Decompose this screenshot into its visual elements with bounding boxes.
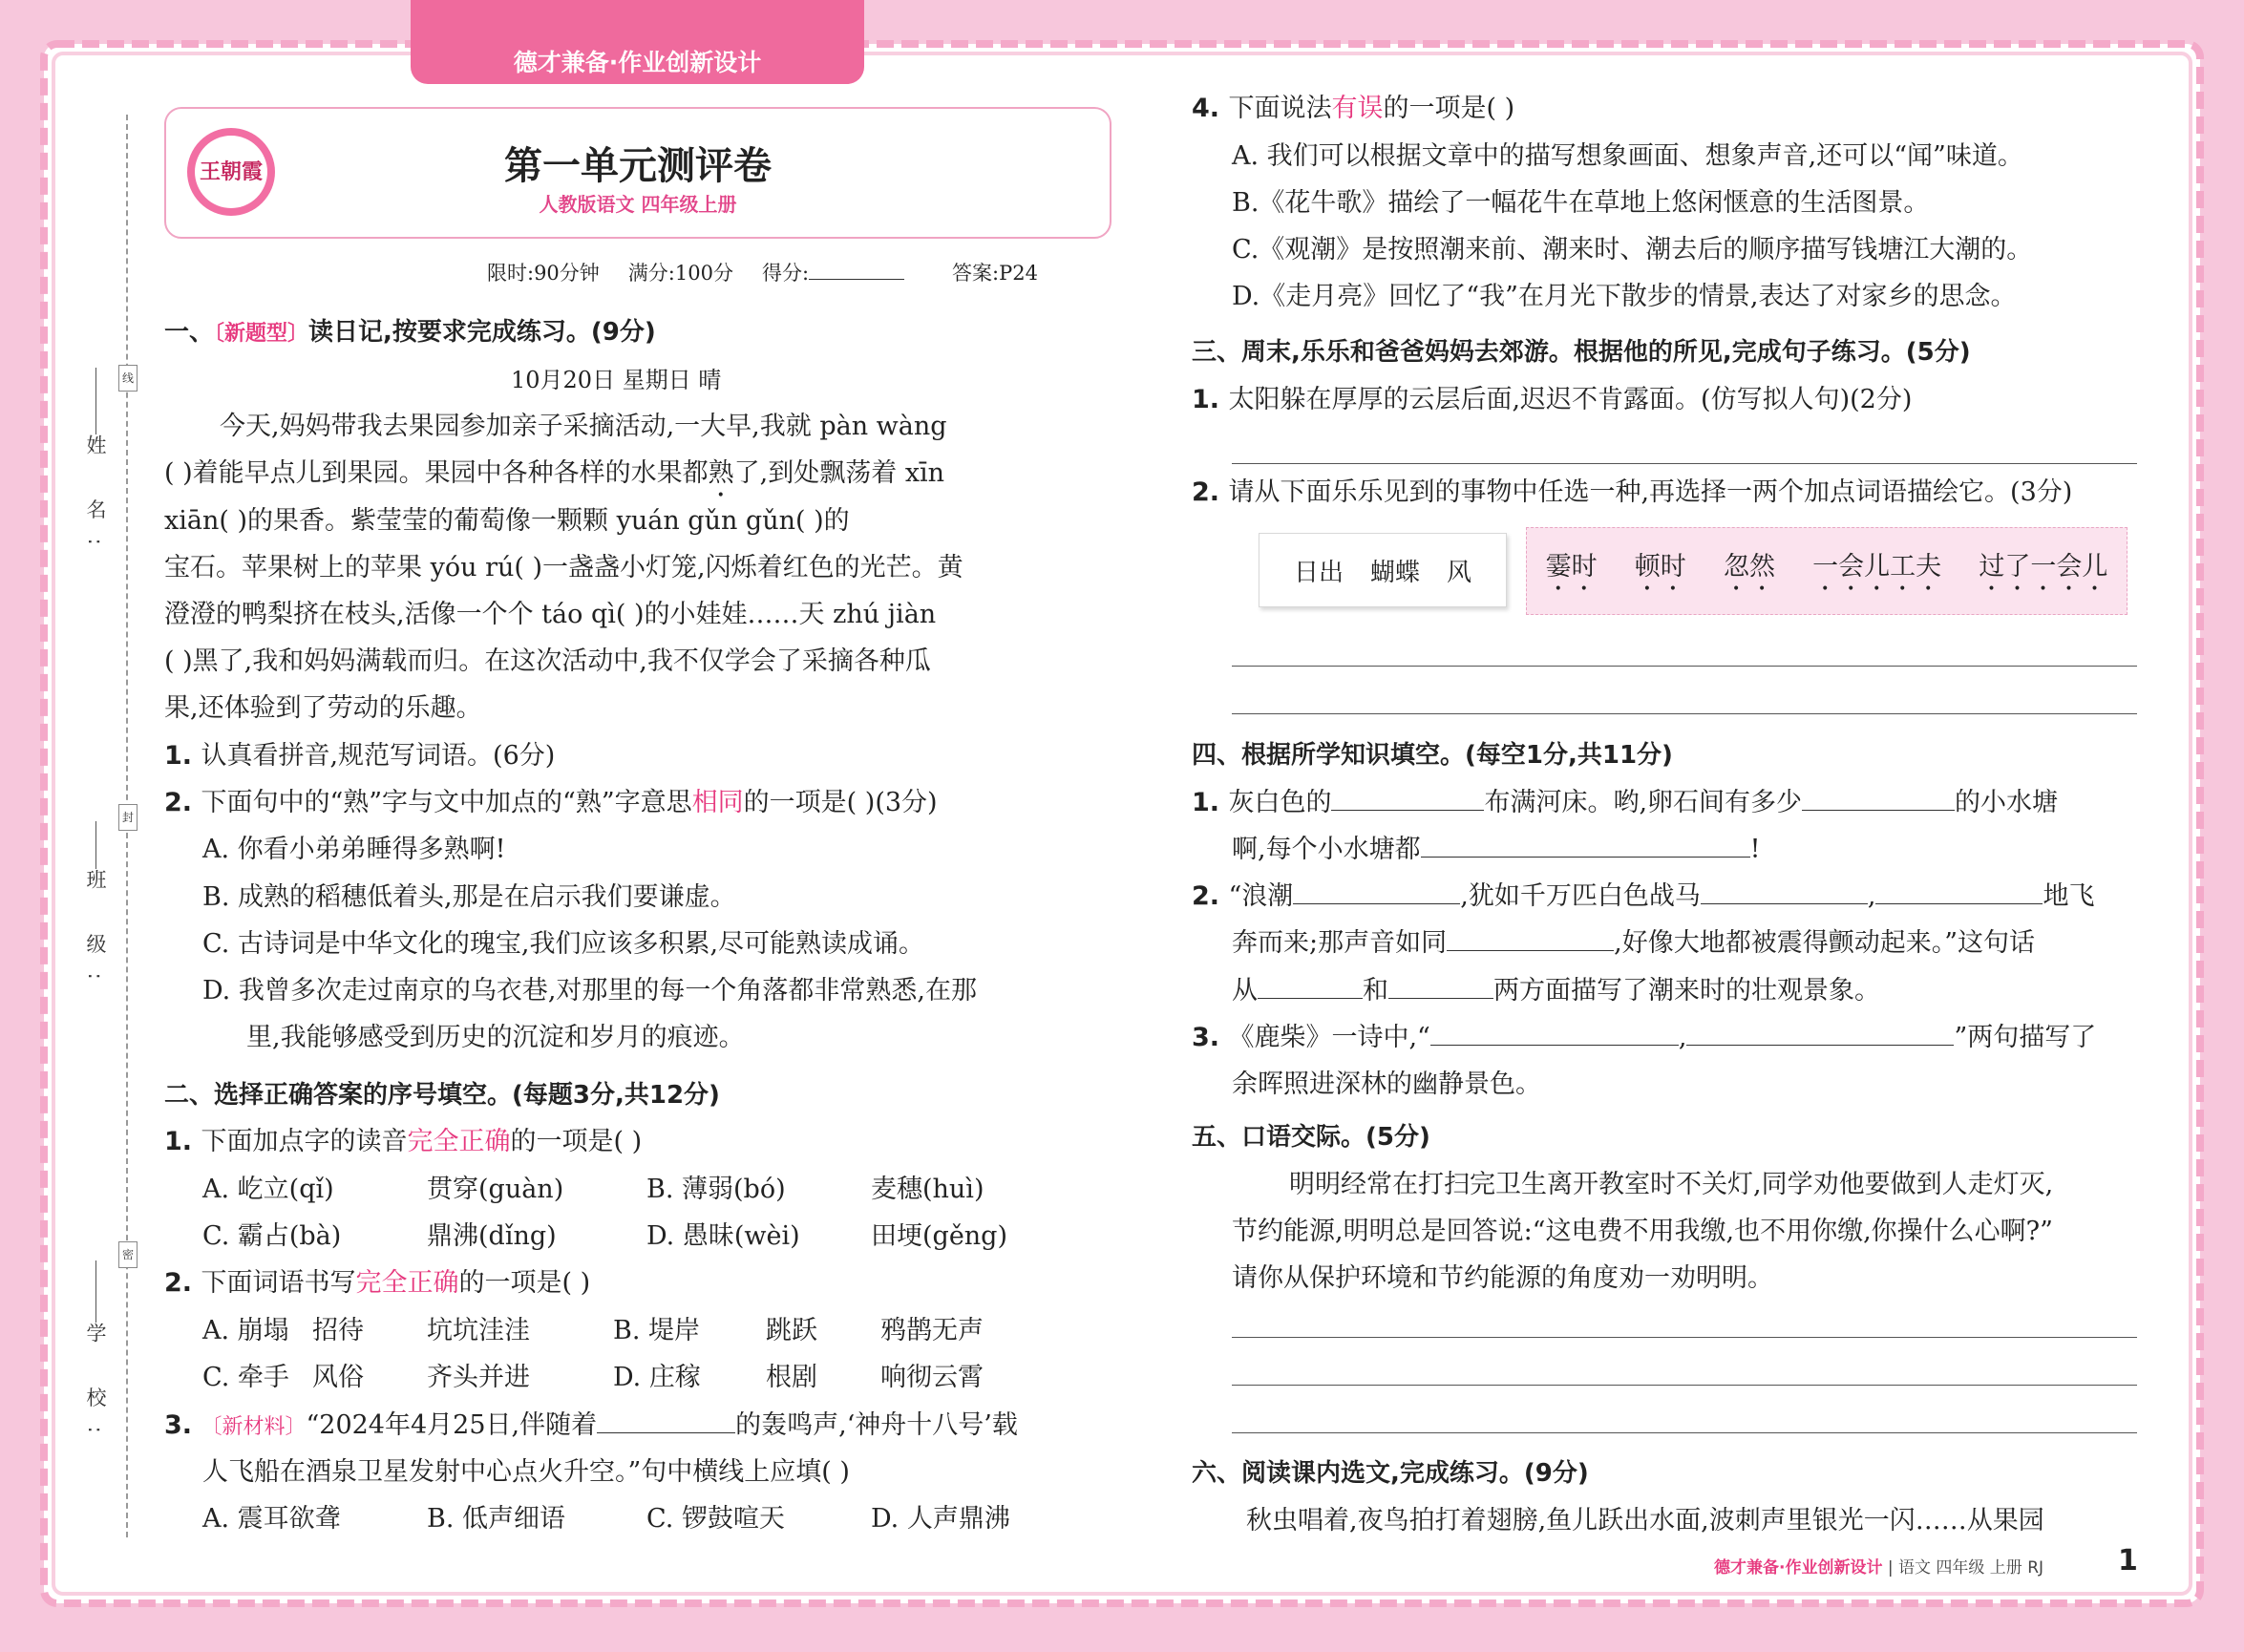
s2-q1-opt-b2: 麦穗(huì) <box>871 1175 984 1204</box>
diary-date: 10月20日 星期日 晴 <box>511 367 722 393</box>
s2-q2-opt-c[interactable]: C. 牵手 <box>202 1363 289 1392</box>
s2-q1-opt-c2: 鼎沸(dǐng) <box>427 1221 557 1251</box>
thing-butterfly: 蝴蝶 <box>1369 558 1420 587</box>
s4-q1-blank-3[interactable] <box>1421 857 1750 858</box>
s3-question-2: 2. 请从下面乐乐见到的事物中任选一种,再选择一两个加点词语描绘它。(3分) <box>1192 477 2073 507</box>
s6-passage-line: 秋虫唱着,夜鸟拍打着翅膀,鱼儿跃出水面,波刺声里银光一闪……从果园 <box>1246 1506 2044 1536</box>
section-3-title: 三、周末,乐乐和爸爸妈妈去郊游。根据他的所见,完成句子练习。(5分) <box>1192 338 1971 367</box>
s1-question-1: 1. 认真看拼音,规范写词语。(6分) <box>164 741 556 771</box>
footer-info: 德才兼备·作业创新设计 | 语文 四年级 上册 RJ <box>1714 1558 2044 1578</box>
s3-q2-answer-line-1[interactable] <box>1232 666 2137 667</box>
s4-q1-line-2: 啊,每个小水塘都 ! <box>1232 835 1761 864</box>
s4-q2-blank-6[interactable] <box>1388 998 1493 999</box>
s2-q3-opt-d[interactable]: D. 人声鼎沸 <box>871 1504 1010 1534</box>
school-field[interactable] <box>95 1260 96 1323</box>
s5-answer-line-3[interactable] <box>1232 1432 2137 1433</box>
s4-q2-line-3: 从 和 两方面描写了潮来时的壮观景象。 <box>1232 976 1880 1006</box>
diary-line-3: xiān( )的果香。紫莹莹的葡萄像一颗颗 yuán gǔn gǔn( )的 <box>164 506 850 536</box>
words-card <box>1526 527 2128 615</box>
diary-line-7: 果,还体验到了劳动的乐趣。 <box>164 693 482 723</box>
s1-q2-option-b[interactable]: B. 成熟的稻穗低着头,那是在启示我们要谦虚。 <box>202 882 736 912</box>
s4-q3-line-2: 余晖照进深林的幽静景色。 <box>1232 1070 1541 1099</box>
diary-line-5: 澄澄的鸭梨挤在枝头,活像一个个 táo qì( )的小娃娃……天 zhú jiàn <box>164 600 937 629</box>
s5-line-1: 明明经常在打扫完卫生离开教室时不关灯,同学劝他要做到人走灯灭, <box>1289 1170 2054 1199</box>
thing-sunrise: 日出 <box>1293 558 1344 587</box>
s2-q1-options-row1 <box>202 1175 984 1205</box>
class-label: 班 级: <box>84 869 107 999</box>
s2-q3-opt-b[interactable]: B. 低声细语 <box>427 1504 566 1534</box>
s2-q4-option-a[interactable]: A. 我们可以根据文章中的描写想象画面、想象声音,还可以“闻”味道。 <box>1232 141 2023 171</box>
s3-q1-answer-line[interactable] <box>1232 463 2137 464</box>
word-3: 忽然 <box>1723 552 1775 582</box>
s3-question-1: 1. 太阳躲在厚厚的云层后面,迟迟不肯露面。(仿写拟人句)(2分) <box>1192 385 1913 414</box>
s2-q2-opt-d[interactable]: D. 庄稼 <box>613 1363 701 1392</box>
s5-line-3: 请你从保护环境和节约能源的角度劝一劝明明。 <box>1232 1263 1773 1293</box>
s2-q4-option-c[interactable]: C.《观潮》是按照潮来前、潮来时、潮去后的顺序描写钱塘江大潮的。 <box>1232 235 2033 265</box>
s2-question-4: 4. 下面说法有误的一项是( ) <box>1192 94 1515 123</box>
diary-line-6: ( )黑了,我和妈妈满载而归。在这次活动中,我不仅学会了采摘各种瓜 <box>164 646 931 676</box>
brand-tab: 德才兼备·作业创新设计 <box>411 0 864 84</box>
s2-question-2: 2. 下面词语书写完全正确的一项是( ) <box>164 1268 591 1298</box>
section-1-title: 一、〔新题型〕读日记,按要求完成练习。(9分) <box>164 318 656 347</box>
s2-q1-opt-d1[interactable]: D. 愚昧(wèi) <box>646 1221 800 1251</box>
s2-q3-opt-c[interactable]: C. 锣鼓喧天 <box>646 1504 785 1534</box>
section-5-title: 五、口语交际。(5分) <box>1192 1123 1430 1152</box>
s4-q1-blank-2[interactable] <box>1802 810 1955 811</box>
s2-q3-options <box>202 1504 1010 1535</box>
s2-q1-opt-a2: 贯穿(guàn) <box>427 1175 564 1204</box>
s4-q2-blank-3[interactable] <box>1875 903 2043 904</box>
s2-q1-opt-a1[interactable]: A. 屹立(qǐ) <box>202 1175 334 1204</box>
time-limit: 限时:90分钟 <box>487 262 600 285</box>
s4-q3-blank-2[interactable] <box>1686 1045 1954 1046</box>
answer-ref: 答案:P24 <box>952 262 1038 285</box>
s2-q1-opt-d2: 田埂(gěng) <box>871 1221 1008 1251</box>
s4-question-3: 3. 《鹿柴》一诗中,“ , ”两句描写了 <box>1192 1023 2097 1052</box>
name-field[interactable] <box>95 368 96 434</box>
s5-line-2: 节约能源,明明总是回答说:“这电费不用我缴,也不用你缴,你操什么心啊?” <box>1232 1217 2053 1246</box>
s2-q3-blank[interactable] <box>597 1432 735 1433</box>
s3-q2-answer-line-2[interactable] <box>1232 713 2137 714</box>
s1-question-2: 2. 下面句中的“熟”字与文中加点的“熟”字意思相同的一项是( )(3分) <box>164 788 938 817</box>
diary-line-1: 今天,妈妈带我去果园参加亲子采摘活动,一大早,我就 pàn wàng <box>220 412 947 441</box>
s2-q3-opt-a[interactable]: A. 震耳欲聋 <box>202 1504 341 1534</box>
word-2: 顿时 <box>1634 552 1686 582</box>
s1-q2-option-a[interactable]: A. 你看小弟弟睡得多熟啊! <box>202 835 506 864</box>
binding-mark-line: 线 <box>118 365 138 392</box>
s5-answer-line-2[interactable] <box>1232 1385 2137 1386</box>
s4-question-1: 1. 灰白色的 布满河床。哟,卵石间有多少 的小水塘 <box>1192 788 2059 817</box>
s2-q2-opt-b[interactable]: B. 堤岸 <box>613 1316 701 1345</box>
score-label: 得分: <box>762 258 904 286</box>
name-label: 姓 名: <box>84 434 107 564</box>
s2-q3-line-2: 人飞船在酒泉卫星发射中心点火升空。”句中横线上应填( ) <box>202 1457 850 1487</box>
diary-line-4: 宝石。苹果树上的苹果 yóu rú( )一盏盏小灯笼,闪烁着红色的光芒。黄 <box>164 553 963 582</box>
page-subtitle: 人教版语文 四年级上册 <box>539 193 737 216</box>
s4-q2-line-2: 奔而来;那声音如同 ,好像大地都被震得颤动起来。”这句话 <box>1232 928 2035 958</box>
s1-q2-option-c[interactable]: C. 古诗词是中华文化的瑰宝,我们应该多积累,尽可能熟读成诵。 <box>202 929 925 959</box>
s5-answer-line-1[interactable] <box>1232 1337 2137 1338</box>
s4-q2-blank-5[interactable] <box>1258 998 1363 999</box>
section-6-title: 六、阅读课内选文,完成练习。(9分) <box>1192 1459 1589 1488</box>
s2-q4-option-d[interactable]: D.《走月亮》回忆了“我”在月光下散步的情景,表达了对家乡的思念。 <box>1232 282 2017 311</box>
page-title: 第一单元测评卷 <box>504 144 772 188</box>
s4-q2-blank-4[interactable] <box>1447 950 1614 951</box>
class-field[interactable] <box>95 821 96 869</box>
word-4: 一会儿工夫 <box>1812 552 1942 582</box>
word-1: 霎时 <box>1545 552 1598 582</box>
s4-question-2: 2. “浪潮 ,犹如千万匹白色战马 , 地飞 <box>1192 881 2095 911</box>
s2-q1-options-row2 <box>202 1221 1007 1252</box>
page-number: 1 <box>2118 1544 2138 1578</box>
things-card <box>1259 533 1507 607</box>
s4-q2-blank-2[interactable] <box>1701 903 1868 904</box>
full-score: 满分:100分 <box>627 262 733 285</box>
binding-mark-close: 密 <box>118 1241 138 1268</box>
s4-q3-blank-1[interactable] <box>1430 1045 1679 1046</box>
diary-line-2: ( )着能早点儿到果园。果园中各种各样的水果都熟了,到处飘荡着 xīn <box>164 458 945 488</box>
s2-q1-opt-b1[interactable]: B. 薄弱(bó) <box>646 1175 786 1204</box>
section-4-title: 四、根据所学知识填空。(每空1分,共11分) <box>1192 741 1673 770</box>
s2-q1-opt-c1[interactable]: C. 霸占(bà) <box>202 1221 342 1251</box>
word-5: 过了一会儿 <box>1979 552 2108 582</box>
s4-q2-blank-1[interactable] <box>1293 903 1460 904</box>
s4-q1-blank-1[interactable] <box>1331 810 1484 811</box>
s1-q2-option-d[interactable]: D. 我曾多次走过南京的乌衣巷,对那里的每一个角落都非常熟悉,在那 <box>202 976 978 1006</box>
s2-q2-options-row2: C. 牵手 风俗 齐头并进 D. 庄稼 根剧 响彻云霄 <box>202 1363 984 1392</box>
s2-question-1: 1. 下面加点字的读音完全正确的一项是( ) <box>164 1127 643 1156</box>
s2-q2-options-row1: A. 崩塌 招待 坑坑洼洼 B. 堤岸 跳跃 鸦鹊无声 <box>202 1316 984 1345</box>
section-2-title: 二、选择正确答案的序号填空。(每题3分,共12分) <box>164 1081 720 1110</box>
exam-meta <box>487 258 1108 286</box>
s1-q2-option-d-cont: 里,我能够感受到历史的沉淀和岁月的痕迹。 <box>246 1023 745 1052</box>
s2-q2-opt-a[interactable]: A. 崩塌 <box>202 1316 289 1345</box>
logo-text: 王朝霞 <box>195 136 267 208</box>
thing-wind: 风 <box>1447 558 1472 587</box>
binding-mark-seal: 封 <box>118 804 138 831</box>
s2-q4-option-b[interactable]: B.《花牛歌》描绘了一幅花牛在草地上悠闲惬意的生活图景。 <box>1232 188 1930 218</box>
paper-header <box>164 107 1111 239</box>
school-label: 学 校: <box>84 1323 107 1452</box>
s2-question-3: 3. 〔新材料〕“2024年4月25日,伴随着 的轰鸣声,‘神舟十八号’载 <box>164 1410 1018 1440</box>
